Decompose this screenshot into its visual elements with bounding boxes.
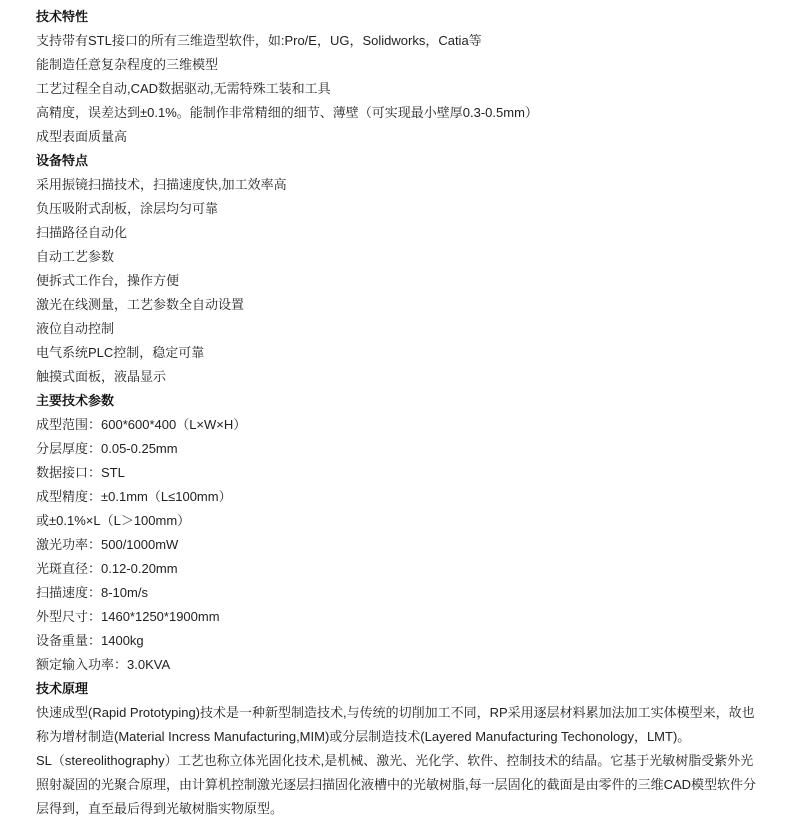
principle-heading: 技术原理 [36, 681, 89, 696]
features-heading: 技术特性 [36, 9, 89, 24]
param-item: 外型尺寸：1460*1250*1900mm [36, 609, 220, 624]
equipment-item: 液位自动控制 [36, 321, 115, 336]
features-item: 高精度，误差达到±0.1%。能制作非常精细的细节、薄壁（可实现最小壁厚0.3-0.5mm） [36, 105, 538, 120]
param-item: 设备重量：1400kg [36, 633, 144, 648]
param-item: 分层厚度：0.05-0.25mm [36, 441, 178, 456]
equipment-item: 电气系统PLC控制，稳定可靠 [36, 345, 205, 360]
features-item: 能制造任意复杂程度的三维模型 [36, 57, 219, 72]
features-item: 工艺过程全自动,CAD数据驱动,无需特殊工装和工具 [36, 81, 331, 96]
param-item: 扫描速度：8-10m/s [36, 585, 148, 600]
equipment-item: 触摸式面板，液晶显示 [36, 369, 167, 384]
param-item: 数据接口：STL [36, 465, 125, 480]
equipment-item: 激光在线测量，工艺参数全自动设置 [36, 297, 245, 312]
param-item: 激光功率：500/1000mW [36, 537, 179, 552]
param-item: 或±0.1%×L（L＞100mm） [36, 513, 191, 528]
features-item: 支持带有STL接口的所有三维造型软件，如:Pro/E，UG，Solidworks，Catia等 [36, 33, 482, 48]
equipment-item: 负压吸附式刮板，涂层均匀可靠 [36, 201, 219, 216]
param-item: 额定输入功率：3.0KVA [36, 657, 171, 672]
equipment-heading: 设备特点 [36, 153, 89, 168]
principle-paragraph: SL（stereolithography）工艺也称立体光固化技术,是机械、激光、光化学、软件、控制技术的结晶。它基于光敏树脂受紫外光照射凝固的光聚合原理，由计算机控制激光逐层扫描固化液槽中的光敏树脂,每一层固化的截面是由零件的三维CAD模型软件分层得到，直至最后得到光敏树脂实物原型。 [36, 753, 757, 816]
equipment-item: 采用振镜扫描技术，扫描速度快,加工效率高 [36, 177, 287, 192]
equipment-item: 便拆式工作台，操作方便 [36, 273, 180, 288]
equipment-item: 自动工艺参数 [36, 249, 115, 264]
features-item: 成型表面质量高 [36, 129, 128, 144]
principle-paragraph: 快速成型(Rapid Prototyping)技术是一种新型制造技术,与传统的切削加工不同，RP采用逐层材料累加法加工实体模型来，故也称为增材制造(Material Incress Manufacturing,MIM)或分层制造技术(Layered Manufacturing Techonology，LMT)。 [36, 705, 755, 744]
param-item: 成型精度：±0.1mm（L≤100mm） [36, 489, 232, 504]
params-heading: 主要技术参数 [36, 393, 115, 408]
param-item: 光斑直径：0.12-0.20mm [36, 561, 178, 576]
param-item: 成型范围：600*600*400（L×W×H） [36, 417, 247, 432]
equipment-item: 扫描路径自动化 [36, 225, 128, 240]
